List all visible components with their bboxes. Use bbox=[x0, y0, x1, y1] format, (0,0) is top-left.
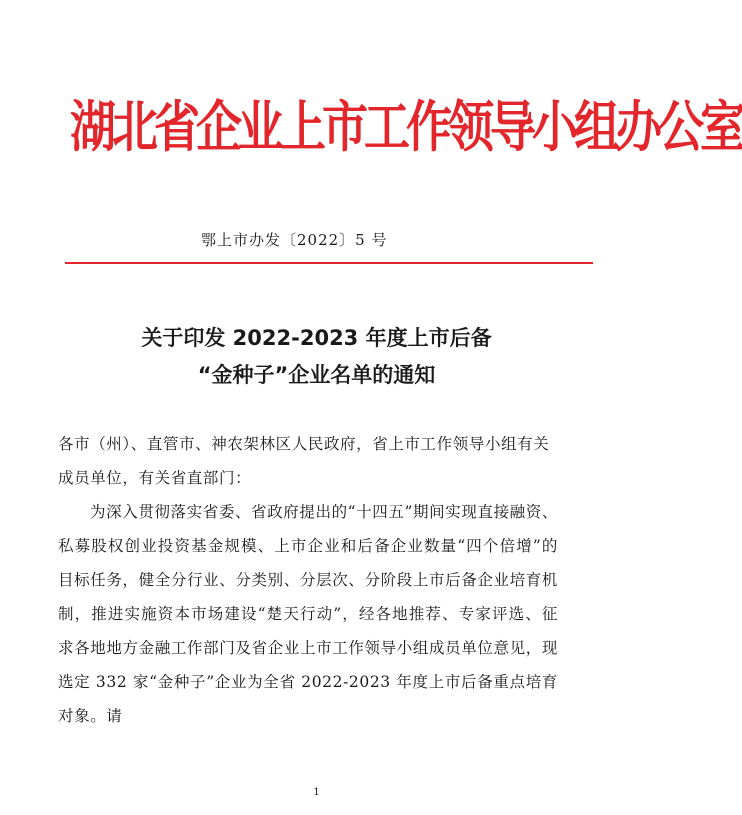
notice-body bbox=[58, 427, 558, 733]
notice-title-line-1: 关于印发 2022-2023 年度上市后备 bbox=[141, 326, 492, 350]
issuing-organization-header: 湖北省企业上市工作领导小组办公室 bbox=[70, 94, 742, 160]
notice-title-line-2: “金种子”企业名单的通知 bbox=[197, 363, 436, 387]
salutation-text: 各市（州）、直管市、神农架林区人民政府，省上市工作领导小组有关成员单位，有关省直部门： bbox=[58, 435, 550, 487]
red-separator-rule bbox=[65, 262, 593, 264]
body-paragraph-1: 为深入贯彻落实省委、省政府提出的“十四五”期间实现直接融资、私募股权创业投资基金规模、上市企业和后备企业数量“四个倍增”的目标任务，健全分行业、分类别、分层次、分阶段上市后备企业培育机制，推进实施资本市场建设“楚天行动”，经各地推荐、专家评选、征求各地地方金融工作部门及省企业上市工作领导小组成员单位意见，现选定 332 家“金种子”企业为全省 2022-2023 年度上市后备重点培育对象。请 bbox=[58, 503, 558, 725]
page-number: 1 bbox=[313, 787, 320, 798]
salutation-block bbox=[58, 427, 558, 495]
document-number: 鄂上市办发〔2022〕5 号 bbox=[201, 231, 388, 249]
